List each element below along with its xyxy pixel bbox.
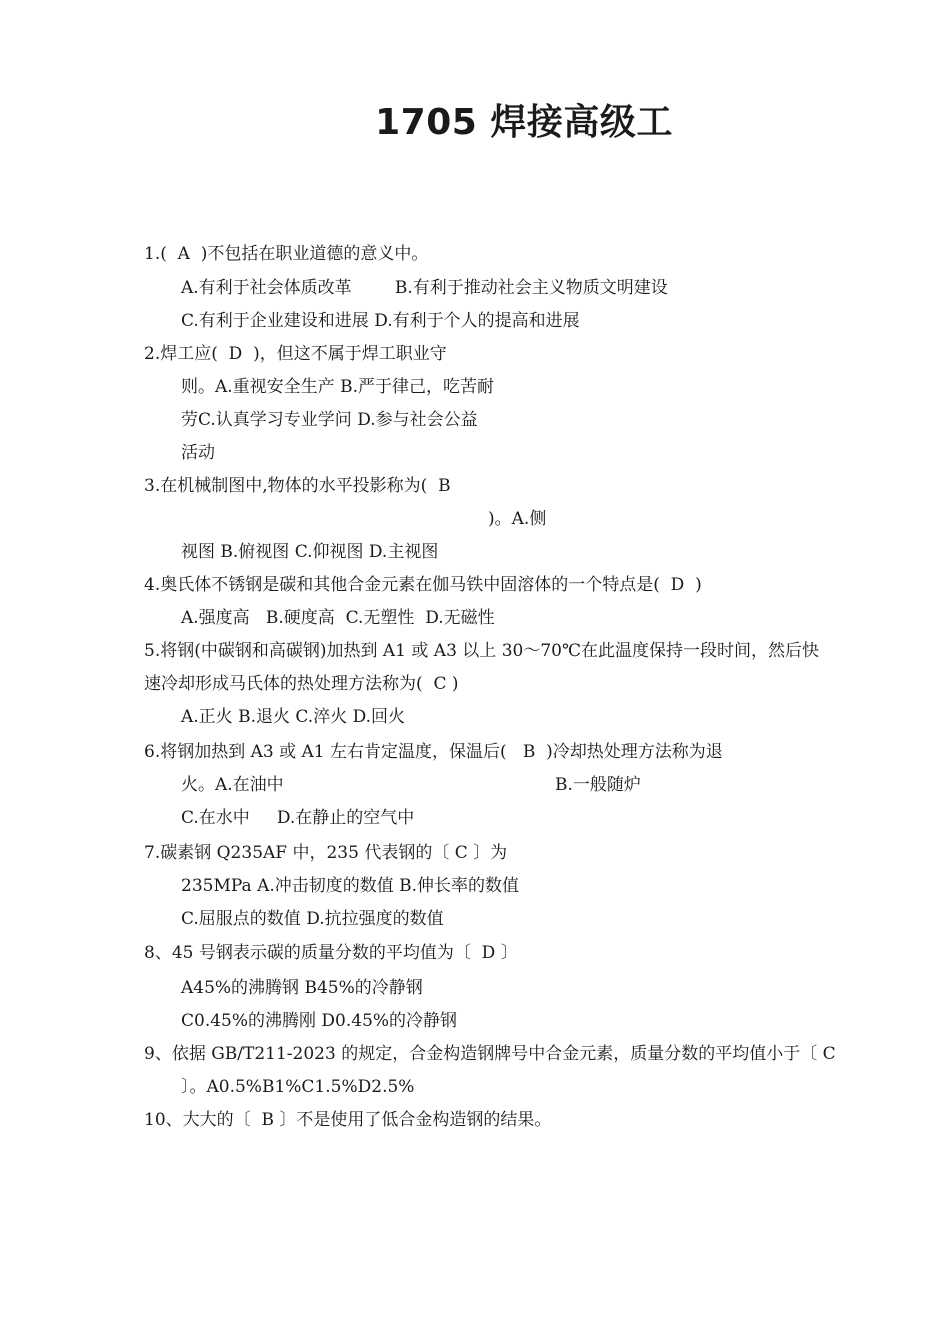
question-4: 4.奥氏体不锈钢是碳和其他合金元素在伽马铁中固溶体的一个特点是( D ) xyxy=(144,575,702,595)
q7-line-3: C.屈服点的数值 D.抗拉强度的数值 xyxy=(181,909,444,929)
page-title: 1705 焊接高级工 xyxy=(375,102,673,143)
q8-options-ab: A45%的沸腾钢 B45%的冷静钢 xyxy=(181,978,423,998)
q6-options-cd: C.在水中 D.在静止的空气中 xyxy=(181,808,415,828)
q2-line-3: 劳C.认真学习专业学问 D.参与社会公益 xyxy=(181,410,478,430)
question-9: 9、依据 GB/T211-2023 的规定，合金构造钢牌号中合金元素，质量分数的平均值小于〔 C xyxy=(144,1044,836,1064)
q3-line-3: 视图 B.俯视图 C.仰视图 D.主视图 xyxy=(181,542,439,562)
question-3: 3.在机械制图中,物体的水平投影称为( B xyxy=(144,476,451,496)
q2-line-2: 则。A.重视安全生产 B.严于律己，吃苦耐 xyxy=(181,377,494,397)
q4-options: A.强度高 B.硬度高 C.无塑性 D.无磁性 xyxy=(181,608,495,628)
q6-option-a: 火。A.在油中 xyxy=(181,775,284,795)
q3-line-2: )。A.侧 xyxy=(488,509,547,529)
question-2: 2.焊工应( D )，但这不属于焊工职业守 xyxy=(144,344,447,364)
q8-options-cd: C0.45%的沸腾刚 D0.45%的冷静钢 xyxy=(181,1011,458,1031)
q5-line-2: 速冷却形成马氏体的热处理方法称为( C ) xyxy=(144,674,459,694)
q2-line-4: 活动 xyxy=(181,443,215,463)
question-10: 10、大大的〔 B 〕不是使用了低合金构造钢的结果。 xyxy=(144,1110,552,1130)
q5-options: A.正火 B.退火 C.淬火 D.回火 xyxy=(181,707,406,727)
question-8: 8、45 号钢表示碳的质量分数的平均值为〔 D 〕 xyxy=(144,943,518,963)
question-1: 1.( A )不包括在职业道德的意义中。 xyxy=(144,244,429,264)
question-5: 5.将钢(中碳钢和高碳钢)加热到 A1 或 A3 以上 30～70℃在此温度保持一段时间，然后快 xyxy=(144,641,819,661)
q7-line-2: 235MPa A.冲击韧度的数值 B.伸长率的数值 xyxy=(181,876,520,896)
q1-options-ab: A.有利于社会体质改革 B.有利于推动社会主义物质文明建设 xyxy=(181,278,668,298)
q6-option-b: B.一般随炉 xyxy=(555,775,641,795)
question-6: 6.将钢加热到 A3 或 A1 左右肯定温度，保温后( B )冷却热处理方法称为退 xyxy=(144,742,723,762)
question-7: 7.碳素钢 Q235AF 中，235 代表钢的〔 C 〕为 xyxy=(144,843,508,863)
q1-options-cd: C.有利于企业建设和进展 D.有利于个人的提高和进展 xyxy=(181,311,580,331)
q9-line-2: 〕。A0.5%B1%C1.5%D2.5% xyxy=(181,1077,415,1097)
